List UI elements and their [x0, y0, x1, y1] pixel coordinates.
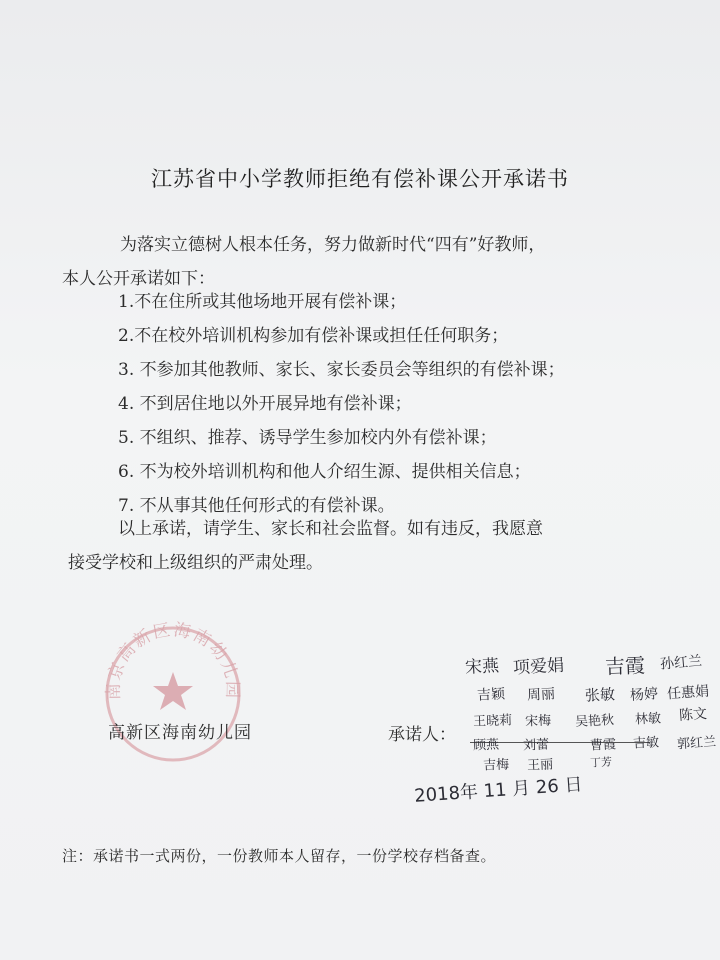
- signature: 吉敏: [632, 735, 660, 752]
- pledge-item-5: 5. 不组织、推荐、诱导学生参加校内外有偿补课；: [118, 428, 497, 448]
- intro-line-2: 本人公开承诺如下：: [62, 269, 215, 289]
- closing-line-1: 以上承诺，请学生、家长和社会监督。如有违反，我愿意: [118, 519, 543, 539]
- signature: 吴艳秋: [574, 712, 615, 731]
- pledge-item-3: 3. 不参加其他教师、家长、家长委员会等组织的有偿补课；: [118, 360, 565, 380]
- signature: 吉颖: [476, 686, 506, 704]
- closing-line-2: 接受学校和上级组织的严肃处理。: [68, 553, 323, 573]
- pledge-item-7: 7. 不从事其他任何形式的有偿补课。: [118, 496, 395, 516]
- footnote: 注：承诺书一式两份，一份教师本人留存，一份学校存档备查。: [62, 847, 497, 865]
- signature: 宋燕: [464, 656, 500, 678]
- signature: 任惠娟: [666, 683, 710, 703]
- closing-paragraph: [68, 512, 658, 580]
- signature: 王晓莉: [472, 713, 513, 730]
- signature: 王丽: [526, 757, 554, 774]
- signature: 杨婷: [629, 686, 659, 704]
- signature: 陈文: [678, 706, 708, 724]
- pledge-item-6: 6. 不为校外培训机构和他人介绍生源、提供相关信息；: [118, 462, 531, 482]
- pledge-item-2: 2.不在校外培训机构参加有偿补课或担任任何职务；: [118, 326, 509, 346]
- signature: 宋梅: [524, 713, 552, 730]
- signature: 项爱娟: [512, 655, 565, 679]
- signature: 丁芳: [589, 755, 613, 770]
- pledge-item-1: 1.不在住所或其他场地开展有偿补课；: [118, 292, 407, 312]
- signature: 刘蕾: [522, 737, 550, 754]
- signature: 张敏: [584, 685, 616, 705]
- signature: 周丽: [526, 686, 556, 704]
- signature: 郭红兰: [676, 734, 717, 753]
- document-title: 江苏省中小学教师拒绝有偿补课公开承诺书: [151, 167, 569, 191]
- seal-text: 南京高新区海南幼儿园: [103, 620, 243, 701]
- signature: 林敏: [634, 711, 662, 728]
- signature: 曹霞: [589, 737, 617, 754]
- signature: 顾燕: [472, 737, 500, 754]
- school-name: 高新区海南幼儿园: [108, 723, 252, 743]
- pledge-list: [118, 285, 565, 523]
- pledge-item-4: 4. 不到居住地以外开展异地有偿补课；: [118, 394, 412, 414]
- signature: 孙红兰: [659, 653, 703, 673]
- signature: 吉霞: [604, 653, 646, 679]
- pledger-label: 承诺人：: [388, 725, 456, 745]
- signing-date: 2018年 11 月 26 日: [413, 774, 584, 807]
- intro-line-1: 为落实立德树人根本任务，努力做新时代“四有”好教师，: [120, 235, 546, 255]
- signature: 吉梅: [482, 757, 510, 774]
